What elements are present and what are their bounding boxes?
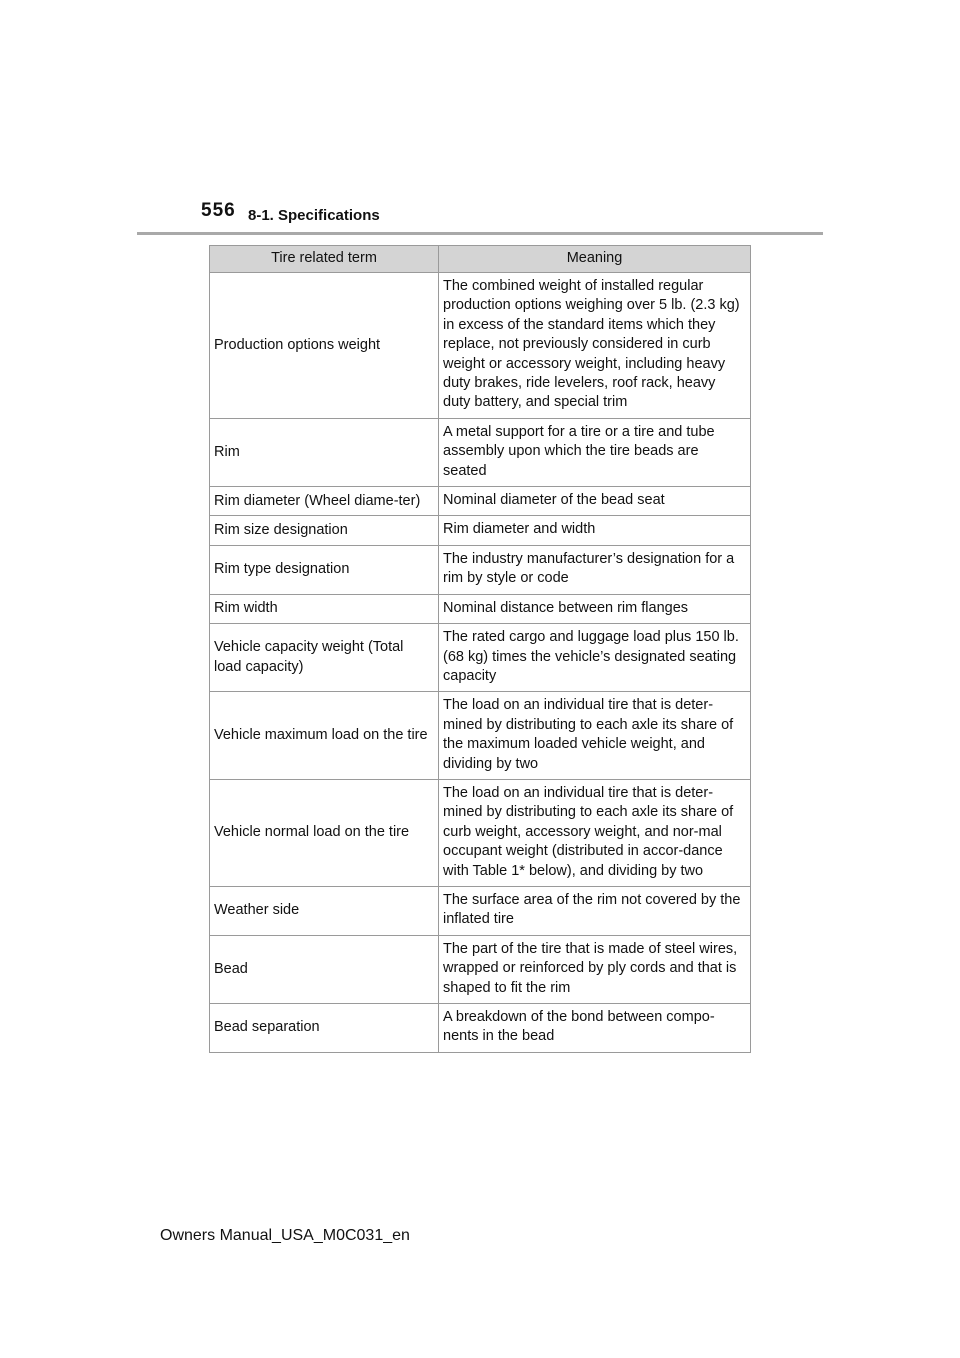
term-cell: Rim diameter (Wheel diame-ter) [210, 487, 439, 516]
table-header-row [210, 246, 751, 273]
term-cell: Production options weight [210, 273, 439, 419]
term-cell: Bead separation [210, 1004, 439, 1053]
header-divider [137, 232, 823, 235]
meaning-cell: The rated cargo and luggage load plus 150 lb. (68 kg) times the vehicle’s designated seating capacity [439, 624, 751, 692]
table-row [210, 624, 751, 692]
meaning-cell: The industry manufacturer’s designation for a rim by style or code [439, 545, 751, 594]
section-title: 8-1. Specifications [248, 207, 380, 224]
table-row [210, 516, 751, 545]
table-row [210, 487, 751, 516]
table-row [210, 886, 751, 935]
meaning-cell: Nominal diameter of the bead seat [439, 487, 751, 516]
term-cell: Rim size designation [210, 516, 439, 545]
meaning-cell: Rim diameter and width [439, 516, 751, 545]
column-header-term: Tire related term [210, 246, 439, 273]
page-number: 556 [201, 200, 236, 221]
meaning-cell: A metal support for a tire or a tire and tube assembly upon which the tire beads are seated [439, 418, 751, 486]
term-cell: Rim [210, 418, 439, 486]
meaning-cell: The load on an individual tire that is deter-mined by distributing to each axle its share of curb weight, accessory weight, and nor-mal occupant weight (distributed in accor-dance with Table 1* below), and dividing by two [439, 779, 751, 886]
footer-manual-id: Owners Manual_USA_M0C031_en [160, 1227, 410, 1244]
meaning-cell: The load on an individual tire that is deter-mined by distributing to each axle its share of the maximum loaded vehicle weight, and dividing by two [439, 692, 751, 780]
table-row [210, 418, 751, 486]
meaning-cell: The part of the tire that is made of steel wires, wrapped or reinforced by ply cords and that is shaped to fit the rim [439, 935, 751, 1003]
meaning-cell: A breakdown of the bond between compo-nents in the bead [439, 1004, 751, 1053]
table-row [210, 935, 751, 1003]
column-header-meaning: Meaning [439, 246, 751, 273]
term-cell: Rim type designation [210, 545, 439, 594]
meaning-cell: The combined weight of installed regular production options weighing over 5 lb. (2.3 kg) in excess of the standard items which they replace, not previously considered in curb weight or accessory weight, including heavy duty brakes, ride levelers, roof rack, heavy duty battery, and special trim [439, 273, 751, 419]
tire-terms-table [209, 245, 751, 1053]
term-cell: Vehicle maximum load on the tire [210, 692, 439, 780]
table-row [210, 273, 751, 419]
table-row [210, 779, 751, 886]
table-row [210, 545, 751, 594]
term-cell: Weather side [210, 886, 439, 935]
table-row [210, 594, 751, 623]
term-cell: Vehicle normal load on the tire [210, 779, 439, 886]
term-cell: Rim width [210, 594, 439, 623]
meaning-cell: The surface area of the rim not covered by the inflated tire [439, 886, 751, 935]
term-cell: Bead [210, 935, 439, 1003]
term-cell: Vehicle capacity weight (Total load capacity) [210, 624, 439, 692]
table-row [210, 1004, 751, 1053]
meaning-cell: Nominal distance between rim flanges [439, 594, 751, 623]
table-row [210, 692, 751, 780]
